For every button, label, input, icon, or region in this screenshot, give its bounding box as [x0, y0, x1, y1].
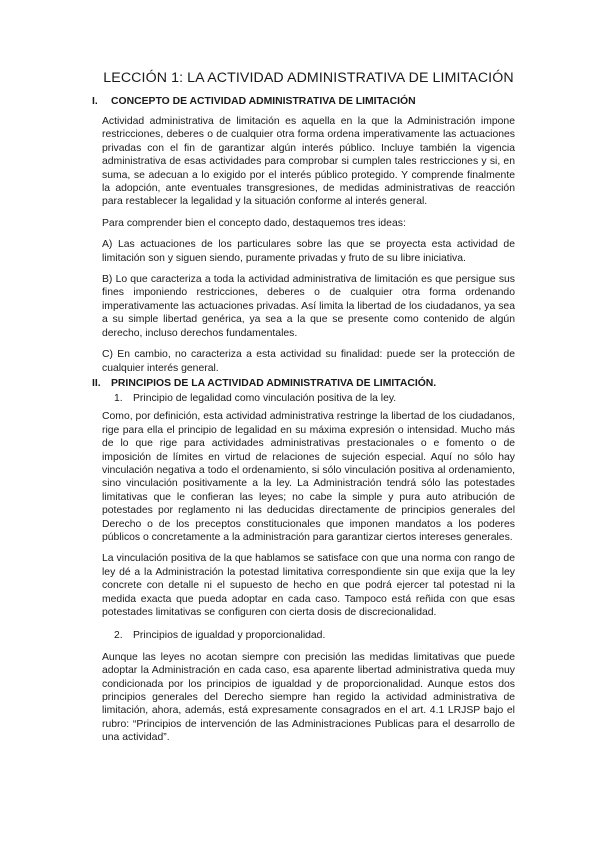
- subsection-title-1: Principio de legalidad como vinculación positiva de la ley.: [133, 392, 397, 404]
- section-title-1: CONCEPTO DE ACTIVIDAD ADMINISTRATIVA DE LIMITACIÓN: [111, 96, 416, 107]
- section-number-2: II.: [92, 377, 101, 389]
- paragraph-legalidad: Como, por definición, esta actividad administrativa restringe la libertad de los ciudadanos, rige para ella el principio de legalidad en su máxima expresión o intensidad. Mucho más de lo que rige para actividades administrativas prestacionales o e fomento o de imposición de límites en virtud de relaciones de sujeción especial. Aquí no sólo hay vinculación negativa a todo el ordenamiento, si sólo vinculación positiva al ordenamiento, sino vinculación positivamente a la ley. La Administración tendrá sólo las potestades limitativas que le confieran las leyes; no cabe la simple y pura auto atribución de potestades por reglamento ni las deducidas directamente de principios generales del Derecho o de los preceptos constitucionales que imponen mandatos a los poderes públicos o concretamente a la administración para garantizar ciertos intereses generales.: [102, 411, 515, 543]
- paragraph-intro-ideas: Para comprender bien el concepto dado, destaquemos tres ideas:: [102, 217, 406, 229]
- page-title: LECCIÓN 1: LA ACTIVIDAD ADMINISTRATIVA DE LIMITACIÓN: [103, 70, 514, 86]
- section-heading-1: [92, 96, 515, 107]
- subsection-number-1: 1.: [114, 392, 123, 404]
- section-title-2: PRINCIPIOS DE LA ACTIVIDAD ADMINISTRATIVA DE LIMITACIÓN.: [111, 377, 437, 389]
- subsection-heading-1: [102, 392, 515, 405]
- paragraph-definition: Actividad administrativa de limitación es aquella en la que la Administración impone restricciones, deberes o de cualquier otra forma ordena imperativamente las actuaciones privadas con el fin de garantizar algún interés público. Incluye también la vigencia administrativa de esas actividades para comprobar si cumplen tales restricciones y si, en suma, se adecuan a lo exigido por el interés público protegido. Y comprende finalmente la adopción, ante eventuales transgresiones, de medidas administrativas de reacción para restablecer la legalidad y la situación conforme al interés general.: [102, 116, 515, 208]
- subsection-heading-2: [102, 629, 515, 642]
- paragraph-idea-b: B) Lo que caracteriza a toda la actividad administrativa de limitación es que persigue sus fines imponiendo restricciones, deberes o de cualquier otra forma ordenando imperativamente las actuaciones privadas. Así limita la libertad de los ciudadanos, ya sea a su simple libertad genérica, ya sea a la que se presente como contenido de algún derecho, incluso derechos fundamentales.: [102, 274, 515, 339]
- paragraph-igualdad: Aunque las leyes no acotan siempre con precisión las medidas limitativas que puede adoptar la Administración en cada caso, esa aparente libertad administrativa queda muy condicionada por los principios de igualdad y de proporcionalidad. Aunque estos dos principios generales del Derecho siempre han regido la actividad administrativa de limitación, ahora, además, está expresamente consagrados en el art. 4.1 LRJSP bajo el rubro: “Principios de intervención de las Administraciones Publicas para el desarrollo de una actividad”.: [102, 651, 515, 744]
- paragraph-idea-c: C) En cambio, no caracteriza a esta actividad su finalidad: puede ser la protección de cualquier interés general.: [102, 349, 515, 374]
- paragraph-idea-a: A) Las actuaciones de los particulares sobre las que se proyecta esta actividad de limitación son y siguen siendo, puramente privadas y fruto de su libre iniciativa.: [102, 239, 515, 264]
- subsection-number-2: 2.: [114, 630, 123, 642]
- paragraph-vinculacion: La vinculación positiva de la que hablamos se satisface con que una norma con rango de ley dé a la Administración la potestad limitativa correspondiente sin que exija que la ley concrete con detalle ni el supuesto de hecho en que podrá ejercer tal potestad ni la medida exacta que pueda adoptar en cada caso. Tampoco está reñida con que esas potestades limitativas se configuren con cierta dosis de discrecionalidad.: [102, 553, 515, 618]
- section-number-1: I.: [92, 96, 98, 107]
- subsection-title-2: Principios de igualdad y proporcionalidad.: [133, 630, 326, 642]
- section-heading-2: [92, 377, 515, 389]
